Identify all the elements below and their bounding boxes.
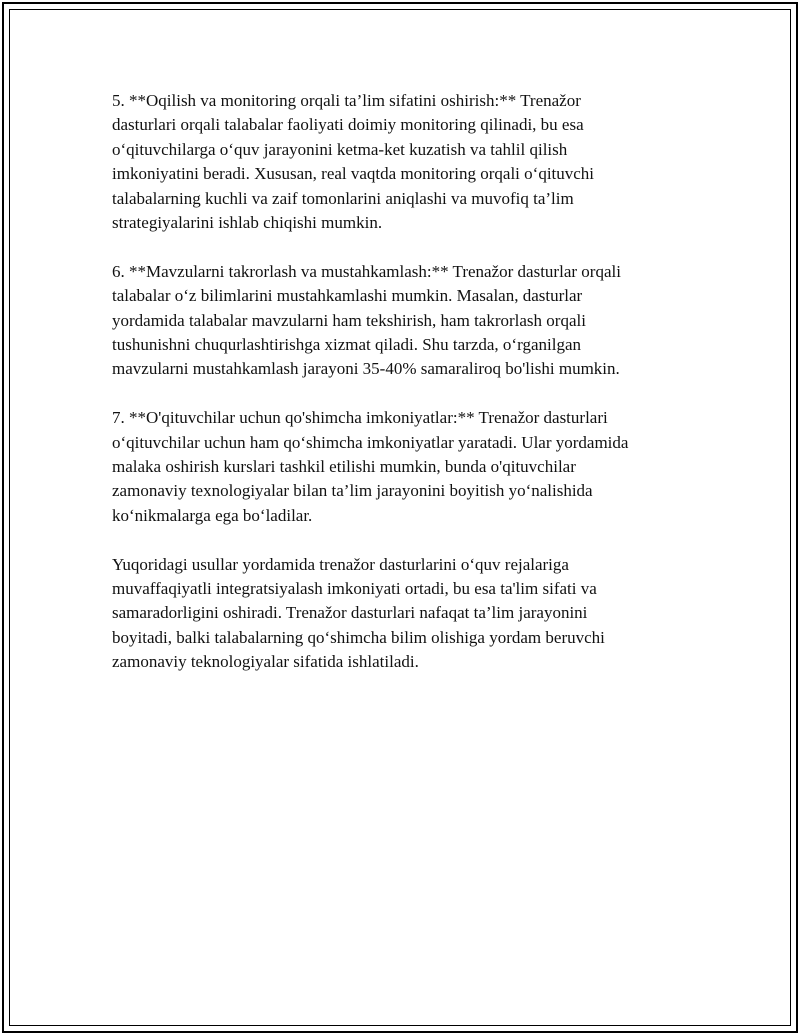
text-line: o‘qituvchilarga o‘quv jarayonini ketma-ket kuzatish va tahlil qilish [112,139,568,159]
text-line: mavzularni mustahkamlash jarayoni 35-40% samaraliroq bo'lishi mumkin. [112,359,620,379]
text-line: 5. **Oqilish va monitoring orqali ta’lim sifatini oshirish:** Trenažor [112,91,581,110]
text-line: 6. **Mavzularni takrorlash va mustahkamlash:** Trenažor dasturlar orqali [112,261,621,281]
text-line: muvaffaqiyatli integratsiyalash imkoniyati ortadi, bu esa ta'lim sifati va [112,579,597,599]
text-line: tushunishni chuqurlashtirishga xizmat qiladi. Shu tarzda, o‘rganilgan [112,335,581,355]
paragraph-conclusion [112,553,682,675]
text-line: 7. **O'qituvchilar uchun qo'shimcha imkoniyatlar:** Trenažor dasturlari [112,408,608,428]
text-line: ko‘nikmalarga ega bo‘ladilar. [112,505,313,525]
paragraph-reinforcement [112,260,682,382]
text-line: zamonaviy texnologiyalar bilan ta’lim jarayonini boyitish yo‘nalishida [112,481,593,501]
text-line: imkoniyatini beradi. Xususan, real vaqtda monitoring orqali o‘qituvchi [112,164,595,184]
document-body [112,89,682,699]
text-line: yordamida talabalar mavzularni ham tekshirish, ham takrorlash orqali [112,310,586,330]
text-line: boyitadi, balki talabalarning qo‘shimcha bilim olishiga yordam beruvchi [112,627,605,647]
text-line: malaka oshirish kurslari tashkil etilishi mumkin, bunda o'qituvchilar [112,457,576,477]
text-line: talabalarning kuchli va zaif tomonlarini aniqlashi va muvofiq ta’lim [112,188,574,208]
text-line: strategiyalarini ishlab chiqishi mumkin. [112,213,383,233]
paragraph-teacher-opportunities [112,406,682,528]
text-line: dasturlari orqali talabalar faoliyati doimiy monitoring qilinadi, bu esa [112,115,584,135]
paragraph-monitoring [112,89,682,235]
text-line: samaradorligini oshiradi. Trenažor dasturlari nafaqat ta’lim jarayonini [112,603,588,623]
text-line: o‘qituvchilar uchun ham qo‘shimcha imkoniyatlar yaratadi. Ular yordamida [112,432,629,452]
text-line: Yuqoridagi usullar yordamida trenažor dasturlarini o‘quv rejalariga [112,554,569,574]
text-line: talabalar o‘z bilimlarini mustahkamlashi mumkin. Masalan, dasturlar [112,286,583,306]
text-line: zamonaviy teknologiyalar sifatida ishlatiladi. [112,652,419,672]
